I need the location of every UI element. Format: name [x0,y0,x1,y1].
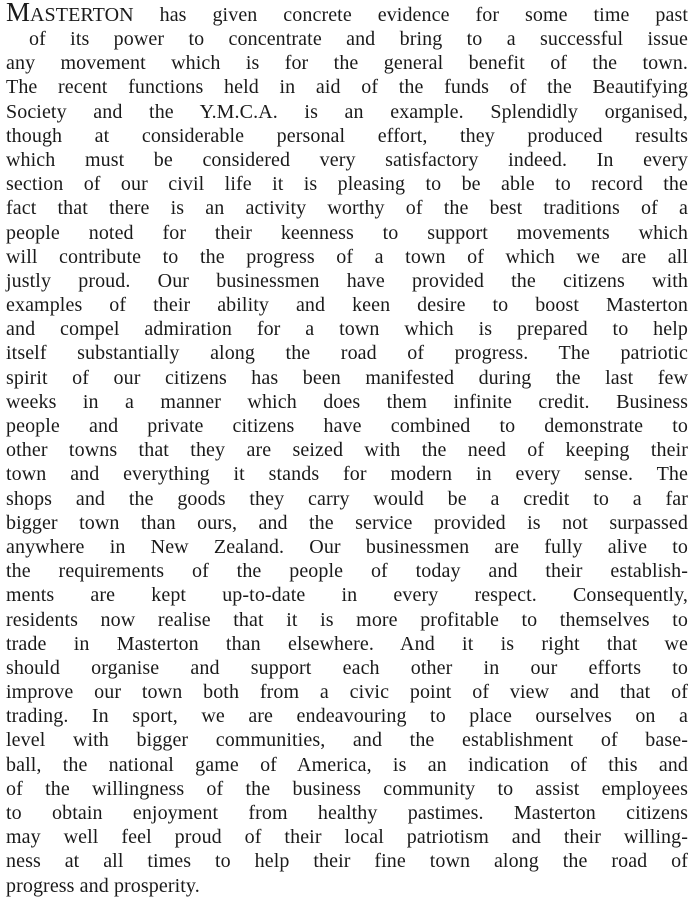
article-line: trading. In sport, we are endeavouring to place ourselves on a [6,705,688,728]
article-line: of the willingness of the business community to assist employees [6,777,688,800]
article-line: though at considerable personal effort, they produced results [6,124,688,147]
article-line: people noted for their keenness to support movements which [6,221,688,244]
article-line: The recent functions held in aid of the funds of the Beautifying [6,76,688,99]
article-line: improve our town both from a civic point of view and that of [6,681,688,704]
article-line: residents now realise that it is more profitable to themselves to [6,608,688,631]
newspaper-article [6,2,688,898]
article-line: any movement which is for the general benefit of the town. [6,52,688,75]
article-line: spirit of our citizens has been manifested during the last few [6,366,688,389]
article-line: of its power to concentrate and bring to a successful issue [29,28,688,50]
article-line: should organise and support each other in our efforts to [6,656,688,679]
article-line: justly proud. Our businessmen have provided the citizens with [6,269,688,292]
article-line: people and private citizens have combined to demonstrate to [6,415,688,437]
article-line: ness at all times to help their fine town along the road of [6,850,688,873]
article-line: other towns that they are seized with the need of keeping their [6,439,688,462]
article-line: anywhere in New Zealand. Our businessmen are fully alive to [6,535,688,558]
article-line: town and everything it stands for modern in every sense. The [6,463,688,486]
drop-cap: M [6,0,31,27]
article-line: ball, the national game of America, is an indication of this and [6,753,688,776]
article-line-text: ASTERTON has given concrete evidence for some time past [30,4,688,26]
article-line: section of our civil life it is pleasing to be able to record the [6,173,688,196]
article-line: the requirements of the people of today and their establish- [6,560,688,583]
article-line [6,2,688,27]
article-line: shops and the goods they carry would be a credit to a far [6,487,688,510]
article-line: progress and prosperity. [6,874,200,897]
article-line: to obtain enjoyment from healthy pastimes. Masterton citizens [6,802,688,824]
article-line: weeks in a manner which does them infinite credit. Business [6,390,688,413]
article-line: ments are kept up-to-date in every respect. Consequently, [6,584,688,607]
article-line: will contribute to the progress of a town of which we are all [6,245,688,268]
article-line: itself substantially along the road of progress. The patriotic [6,342,688,365]
article-line: and compel admiration for a town which is prepared to help [6,318,688,341]
article-line: level with bigger communities, and the establishment of base- [6,729,688,752]
article-line: fact that there is an activity worthy of the best traditions of a [6,197,688,220]
article-line: bigger town than ours, and the service provided is not surpassed [6,511,688,534]
article-line: may well feel proud of their local patriotism and their willing- [6,826,688,849]
article-line: trade in Masterton than elsewhere. And it is right that we [6,632,688,655]
article-line: which must be considered very satisfactory indeed. In every [6,148,688,171]
article-line: examples of their ability and keen desire to boost Masterton [6,294,688,317]
article-line: Society and the Y.M.C.A. is an example. Splendidly organised, [6,100,688,123]
